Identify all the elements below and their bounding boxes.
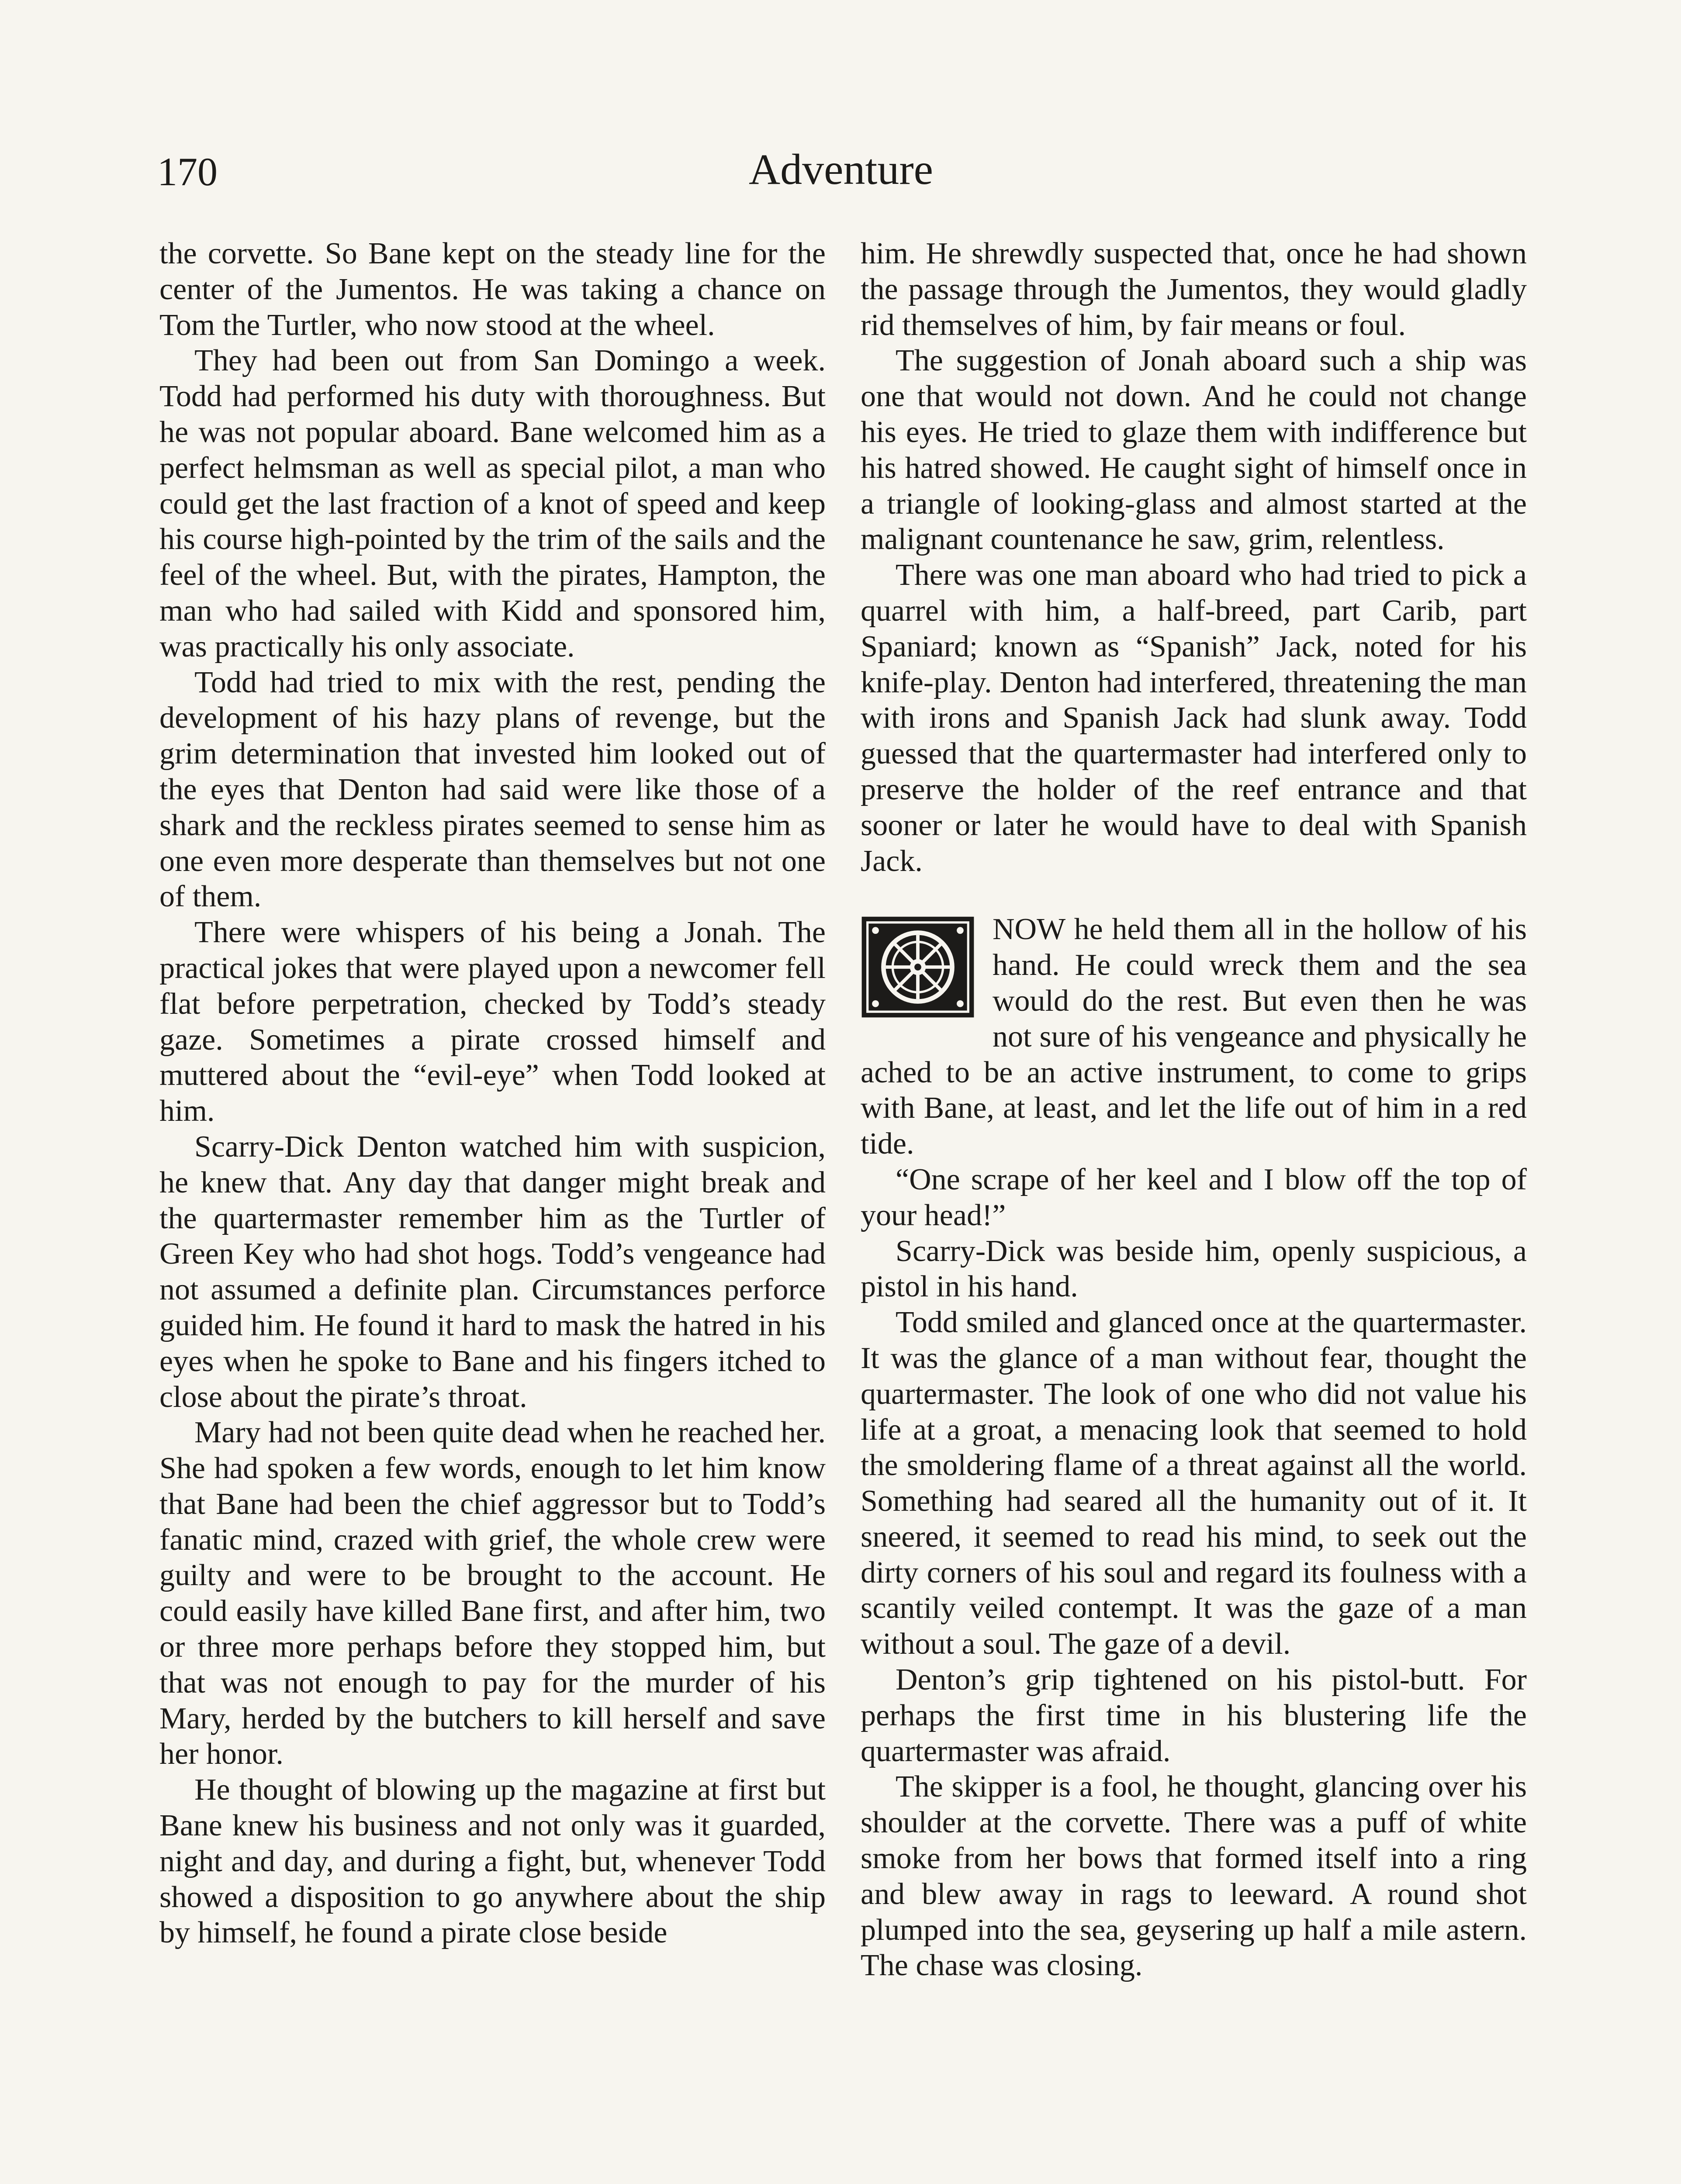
paragraph: Denton’s grip tightened on his pistol-butt. For perhaps the first time in his blustering life the quartermaster was afraid.	[861, 1663, 1527, 1768]
section-break	[861, 912, 1527, 1984]
paragraph: Todd had tried to mix with the rest, pending the development of his hazy plans of revenge, but the grim determination that invested him looked out of the eyes that Denton had said were like those of a shark and the reckless pirates seemed to sense him as one even more desperate than themselves but not one of them.	[159, 665, 826, 914]
paragraph: They had been out from San Domingo a week. Todd had performed his duty with thoroughness. But he was not popular aboard. Bane welcomed him as a perfect helmsman as well as special pilot, a man who could get the last fraction of a knot of speed and keep his course high-pointed by the trim of the sails and the feel of the wheel. But, with the pirates, Hampton, the man who had sailed with Kidd and sponsored him, was practically his only associate.	[159, 344, 826, 663]
ornamental-wheel-icon	[861, 915, 975, 1019]
paragraph: him. He shrewdly suspected that, once he had shown the passage through the Jumentos, they would gladly rid themselves of him, by fair means or foul.	[861, 237, 1527, 342]
paragraph: He thought of blowing up the magazine at first but Bane knew his business and not only was it guarded, night and day, and during a fight, but, whenever Todd showed a disposition to go anywhere about the ship by himself, he found a pirate close beside	[159, 1773, 826, 1950]
page-number: 170	[157, 149, 218, 194]
running-title: Adventure	[748, 145, 934, 194]
left-column	[159, 236, 826, 1951]
paragraph: The suggestion of Jonah aboard such a ship was one that would not down. And he could not change his eyes. He tried to glaze them with indifference but his hatred showed. He caught sight of himself once in a triangle of looking-glass and almost started at the malignant countenance he saw, grim, relentless.	[861, 344, 1527, 556]
paragraph: the corvette. So Bane kept on the steady line for the center of the Jumentos. He was taking a chance on Tom the Turtler, who now stood at the wheel.	[159, 237, 826, 342]
paragraph: The skipper is a fool, he thought, glancing over his shoulder at the corvette. There was a puff of white smoke from her bows that formed itself into a ring and blew away in rags to leeward. A round shot plumped into the sea, geysering up half a mile astern. The chase was closing.	[861, 1770, 1527, 1983]
paragraph: Scarry-Dick Denton watched him with suspicion, he knew that. Any day that danger might break and the quartermaster remember him as the Turtler of Green Key who had shot hogs. Todd’s vengeance had not assumed a definite plan. Circumstances perforce guided him. He found it hard to mask the hatred in his eyes when he spoke to Bane and his fingers itched to close about the pirate’s throat.	[159, 1130, 826, 1414]
paragraph: Todd smiled and glanced once at the quartermaster. It was the glance of a man without fear, thought the quartermaster. The look of one who did not value his life at a groat, a menacing look that seemed to hold the smoldering flame of a threat against all the world. Something had seared all the humanity out of it. It sneered, it seemed to read his mind, to seek out the dirty corners of his soul and regard its foulness with a scantily veiled contempt. It was the gaze of a man without a soul. The gaze of a devil.	[861, 1306, 1527, 1661]
paragraph: Scarry-Dick was beside him, openly suspicious, a pistol in his hand.	[861, 1234, 1527, 1304]
paragraph: “One scrape of her keel and I blow off the top of your head!”	[861, 1162, 1527, 1232]
paragraph: NOW he held them all in the hollow of his hand. He could wreck them and the sea would do the rest. But even then he was not sure of his vengeance and physically he ached to be an active instrument, to come to grips with Bane, at least, and let the life out of him in a red tide.	[861, 912, 1527, 1161]
paragraph: There were whispers of his being a Jonah. The practical jokes that were played upon a newcomer fell flat before perpetration, checked by Todd’s steady gaze. Sometimes a pirate crossed himself and muttered about the “evil-eye” when Todd looked at him.	[159, 916, 826, 1128]
page-header	[157, 144, 1525, 210]
right-column	[861, 236, 1527, 1984]
paragraph: Mary had not been quite dead when he reached her. She had spoken a few words, enough to let him know that Bane had been the chief aggressor but to Todd’s fanatic mind, crazed with grief, the whole crew were guilty and were to be brought to the account. He could easily have killed Bane first, and after him, two or three more perhaps before they stopped him, but that was not enough to pay for the murder of his Mary, herded by the butchers to kill herself and save her honor.	[159, 1416, 826, 1771]
paragraph: There was one man aboard who had tried to pick a quarrel with him, a half-breed, part Carib, part Spaniard; known as “Spanish” Jack, noted for his knife-play. Denton had interfered, threatening the man with irons and Spanish Jack had slunk away. Todd guessed that the quartermaster had interfered only to preserve the holder of the reef entrance and that sooner or later he would have to deal with Spanish Jack.	[861, 558, 1527, 878]
